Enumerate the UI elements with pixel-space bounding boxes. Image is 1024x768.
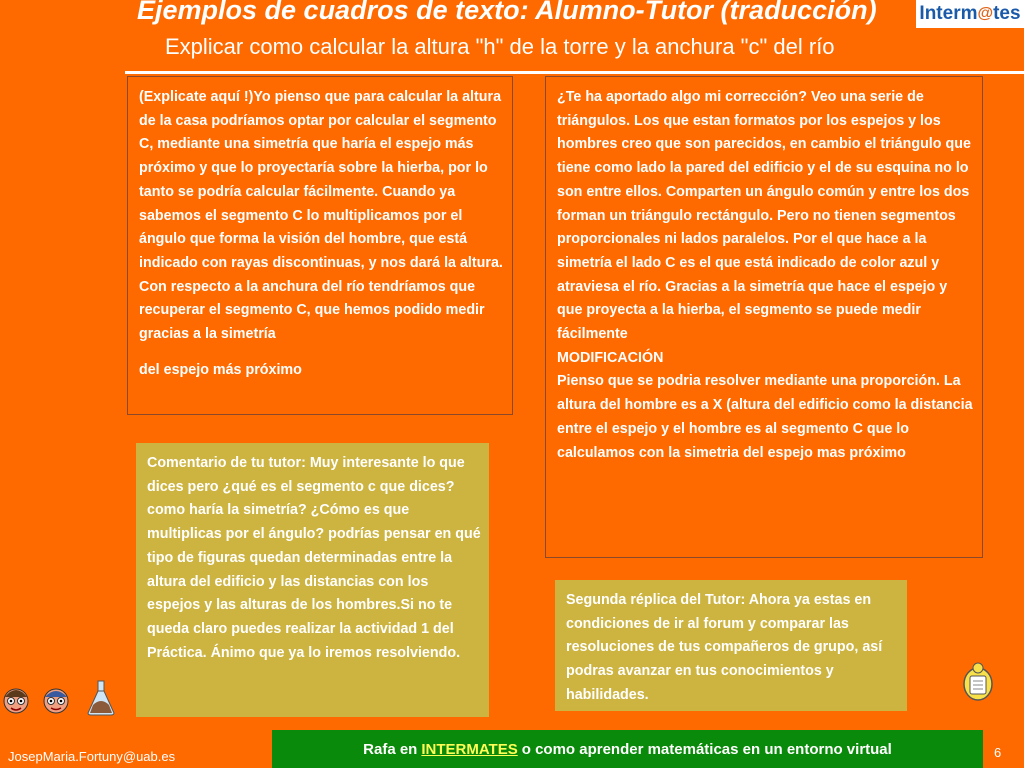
student-explanation-last-line: del espejo más próximo [139, 361, 302, 378]
flask-icon [85, 679, 117, 717]
logo-text-o: @ [977, 5, 994, 22]
slide-number: 6 [994, 745, 1002, 760]
page-title: Ejemplos de cuadros de texto: Alumno-Tutor (traducción) [137, 0, 877, 25]
modification-heading: MODIFICACIÓN [557, 349, 664, 366]
footer-banner [272, 730, 983, 768]
tutor-reply-box [555, 580, 907, 711]
tutor-reply-text: Segunda réplica del Tutor: Ahora ya estas en condiciones de ir al forum y comparar las resoluciones de tus compañeros de grupo, así podras avanzar en tus conocimientos y habilidades. [566, 592, 883, 703]
character-icons [0, 677, 125, 721]
guide-character-icon[interactable] [960, 660, 996, 702]
author-email[interactable]: JosepMaria.Fortuny@uab.es [8, 749, 176, 764]
footer-suffix: o como aprender matemáticas en un entorno virtual [521, 740, 892, 758]
tutor-comment-box [136, 443, 489, 717]
page-subtitle: Explicar como calcular la altura "h" de la torre y la anchura "c" del río [165, 34, 835, 59]
modification-text: Pienso que se podria resolver mediante una proporción. La altura del hombre es a X (altura del edificio como la distancia entre el espejo y el hombre es al segmento C que lo calculamos con la simetria del espejo mas próximo [557, 373, 973, 461]
student-explanation-box[interactable] [127, 76, 513, 415]
logo-text-start: Interm [919, 3, 978, 24]
header-divider [125, 71, 1024, 74]
intermates-logo[interactable] [916, 0, 1024, 28]
student-explanation-text: (Explicate aquí !)Yo pienso que para calcular la altura de la casa podríamos optar por calcular el segmento C, mediante una simetría que haría el espejo más próximo y que lo proyectaría sobre la hierba, por lo tanto se podría calcular fácilmente. Cuando ya sabemos el segmento C lo multiplicamos por el ángulo que forma la visión del hombre, que está indicado con rayas discontinuas, y nos dará la altura. Con respecto a la anchura del río tendríamos que recuperar el segmento C, que hemos podido medir gracias a la simetría [139, 89, 503, 343]
tutor-comment-text: Comentario de tu tutor: Muy interesante lo que dices pero ¿qué es el segmento c que dices? como haría la simetría? ¿Cómo es que multiplicas por el ángulo? podrías pensar en qué tipo de figuras quedan determinadas entre la altura del edificio y las distancias con los espejos y las alturas de los hombres.Si no te queda claro puedes realizar la actividad 1 del Práctica. Ánimo que ya lo iremos resolviendo. [147, 455, 481, 661]
teacher-face-icon [42, 685, 70, 715]
student-face-icon [2, 685, 30, 715]
student-correction-box[interactable] [545, 76, 983, 558]
footer-prefix: Rafa en [363, 740, 418, 758]
logo-text-end: tes [993, 3, 1021, 24]
intermates-link[interactable]: INTERMATES [421, 740, 518, 758]
correction-text: ¿Te ha aportado algo mi corrección? Veo una serie de triángulos. Los que estan formatos por los espejos y los hombres creo que son parecidos, en cambio el triángulo que tiene como lado la pared del edificio y el de su esquina no lo son entre ellos. Comparten un ángulo común y entre los dos forman un triángulo rectángulo. Pero no tienen segmentos proporcionales ni lados paralelos. Por el que hace a la simetría el lado C es el que está indicado de color azul y atraviesa el río. Gracias a la simetría que hace el espejo y que proyecta a la hierba, el segmento se puede medir fácilmente [557, 89, 971, 343]
